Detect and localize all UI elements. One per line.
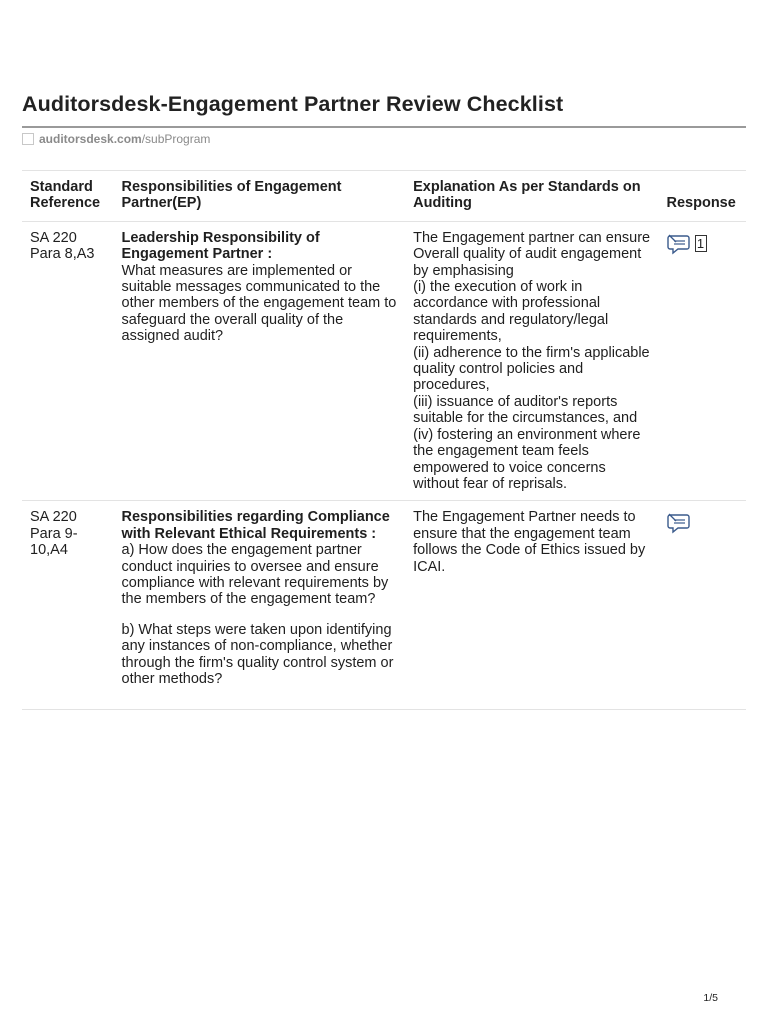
standard-reference-cell: SA 220 Para 9-10,A4	[22, 501, 114, 710]
source-path: /subProgram	[141, 132, 211, 146]
explanation-line: (i) the execution of work in accordance with professional standards and regulatory/legal requirements,	[413, 279, 609, 345]
responsibility-question: b) What steps were taken upon identifying any instances of non-compliance, whether through the firm's quality control system or other methods?	[121, 621, 394, 687]
header-explanation: Explanation As per Standards on Auditing	[405, 171, 658, 222]
checklist-table	[22, 170, 746, 710]
favicon-icon	[22, 133, 34, 145]
standard-reference-cell: SA 220 Para 8,A3	[22, 221, 114, 501]
table-row	[22, 221, 746, 501]
table-header-row	[22, 171, 746, 222]
responsibility-cell	[114, 221, 406, 501]
responsibility-heading: Responsibilities regarding Compliance with Relevant Ethical Requirements :	[121, 509, 390, 542]
page-indicator: 1/5	[703, 992, 718, 1004]
responsibility-question: What measures are implemented or suitable messages communicated to the other members of the engagement team to safeguard the overall quality of the assigned audit?	[121, 262, 397, 345]
responsibility-cell	[114, 501, 406, 710]
responsibility-heading: Leadership Responsibility of Engagement Partner :	[121, 229, 320, 263]
source-link[interactable]	[22, 131, 210, 147]
title-divider	[22, 126, 746, 128]
response-cell	[659, 221, 747, 501]
responsibility-question: a) How does the engagement partner conduct inquiries to oversee and ensure compliance with relevant requirements by the members of the engagement team?	[121, 542, 389, 608]
comment-count-badge[interactable]: 1	[695, 235, 707, 252]
explanation-cell	[405, 221, 658, 501]
header-responsibilities: Responsibilities of Engagement Partner(EP)	[114, 171, 406, 222]
source-domain: auditorsdesk.com	[39, 132, 142, 146]
response-cell	[659, 501, 747, 710]
header-standard-reference: Standard Reference	[22, 171, 114, 222]
comment-icon[interactable]	[667, 233, 691, 255]
document-title: Auditorsdesk-Engagement Partner Review Checklist	[22, 92, 564, 116]
explanation-line: The Engagement partner can ensure Overall quality of audit engagement by emphasising	[413, 229, 651, 279]
explanation-line: (iv) fostering an environment where the engagement team feels empowered to voice concerns without fear of reprisals.	[413, 426, 641, 492]
comment-icon[interactable]	[667, 512, 691, 534]
table-row	[22, 501, 746, 710]
explanation-line: (iii) issuance of auditor's reports suitable for the circumstances, and	[413, 393, 638, 427]
header-response: Response	[659, 171, 747, 222]
explanation-line: The Engagement Partner needs to ensure that the engagement team follows the Code of Ethics issued by ICAI.	[413, 509, 646, 575]
explanation-line: (ii) adherence to the firm's applicable quality control policies and procedures,	[413, 344, 650, 394]
explanation-cell	[405, 501, 658, 710]
